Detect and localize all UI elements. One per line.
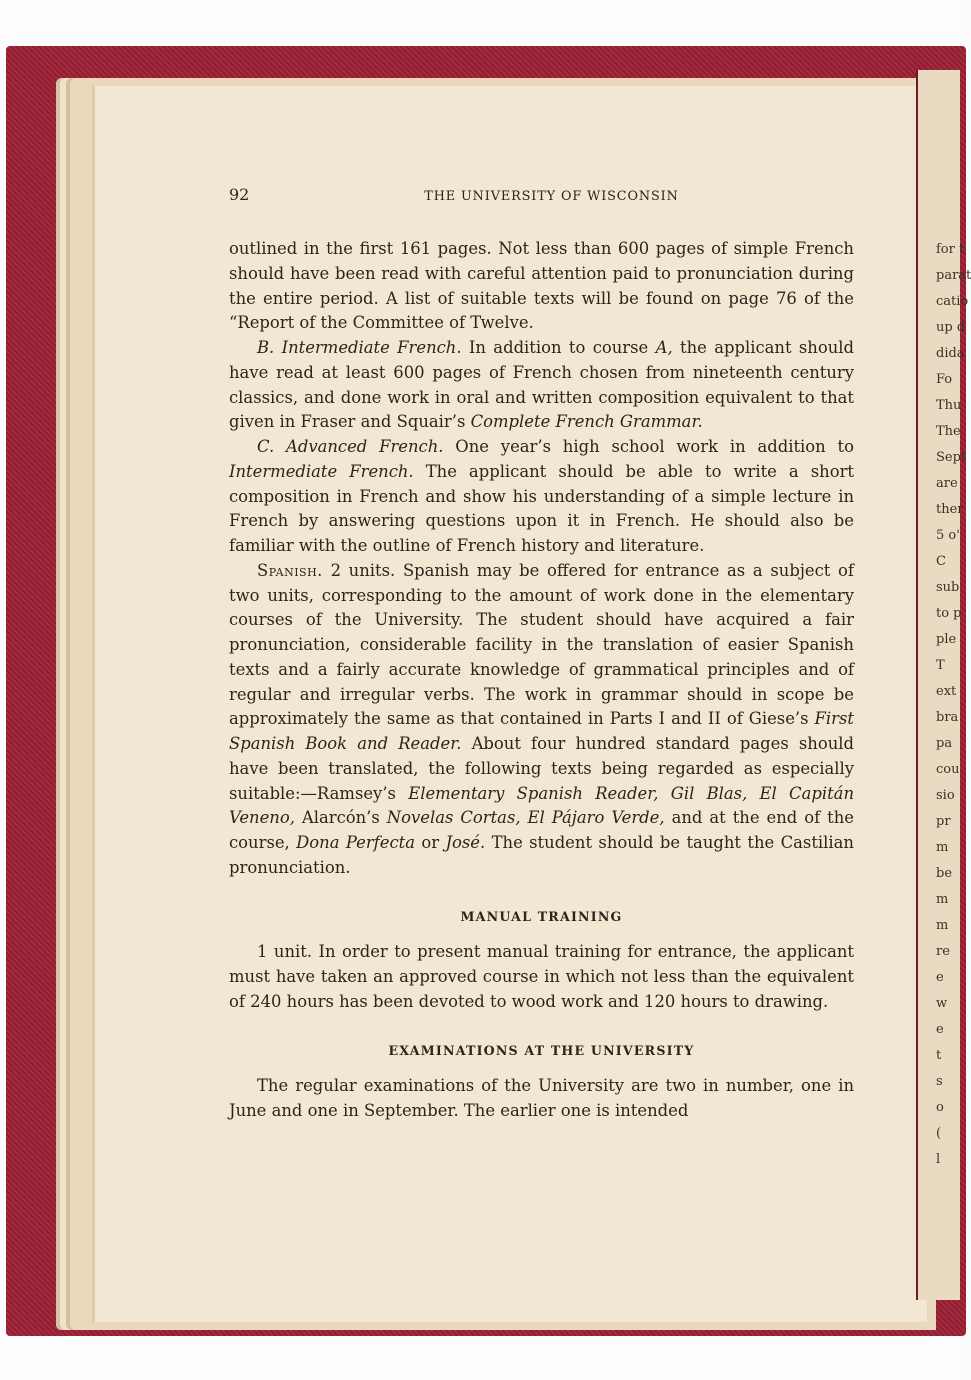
facing-page-fragment: up d [936,320,966,335]
facing-page-fragment: s [936,1074,943,1089]
facing-page-fragment: m [936,918,949,933]
book-title: Complete French Grammar. [470,412,703,432]
facing-page-fragment: cou [936,762,960,777]
facing-page-fragment: sub [936,580,960,595]
facing-page-fragment: ( [936,1126,942,1141]
book-title: José. [445,833,486,852]
page-header [229,180,854,204]
facing-page-fragment: e [936,970,944,985]
text-run: and at the end of the course, [229,808,854,852]
facing-page-fragment: m [936,892,949,907]
facing-page-fragment: o [936,1100,944,1115]
text-run: 2 units. Spanish may be offered for entrance as a subject of two units, corresponding to the amount of work done in the elementary courses of the University. The student should have acquired a fair pronunciation, considerable facility in the translation of easier Spanish texts and a fairly accurate knowledge of grammatical principles and of regular and irregular verbs. The work in grammar should in scope be approximately the same as that contained in Parts I and II of Giese’s [229,560,854,729]
text-run: One year’s high school work in addition to [443,437,854,456]
paragraph-advanced-french [229,435,854,559]
facing-page-fragment: are [936,476,958,491]
facing-page-fragment: sio [936,788,955,803]
facing-page-fragment: ther [936,502,964,517]
text-run: Alarcón’s [294,808,387,828]
running-title: THE UNIVERSITY OF WISCONSIN [424,189,679,204]
book-title: Elementary Spanish Reader, Gil Blas, El Capitán Veneno, [229,783,855,828]
text-run: The applicant should be able to write a short composition in French and show his understanding of a simple lecture in French by answering questions upon it in French. He should also be familiar with the outline of French history and literature. [229,461,854,555]
facing-page-fragment: bra [936,710,959,725]
heading-manual-training: MANUAL TRAINING [460,908,623,924]
facing-page-fragment: The [936,424,961,439]
facing-page-fragment: T [936,658,945,673]
section-title: Intermediate French. [281,338,462,357]
facing-page-fragment: for t [936,242,965,257]
paragraph-intermediate-french [229,336,854,435]
book-title: Dona Perfecta [296,833,415,852]
facing-page-fragment: pa [936,736,953,751]
text-run: or [414,833,446,852]
course-ref: A, [655,338,673,357]
facing-page-fragment: Sept [936,450,967,465]
facing-page-fragment: ext [936,684,957,699]
facing-page-fragment: pr [936,814,951,829]
paragraph-manual-training: 1 unit. In order to present manual training for entrance, the applicant must have taken an approved course in which not less than the equivalent of 240 hours has been devoted to wood work and 120 hours to drawing. [229,942,854,1011]
facing-page-fragment: l [936,1152,941,1167]
paragraph-spanish [229,559,854,881]
facing-page-fragment: w [936,996,948,1011]
facing-page-fragment: to p [936,606,962,621]
facing-page-fragment: catio [936,294,969,309]
facing-page-fragment: C [936,554,946,569]
facing-page-fragment: parat [936,268,971,283]
section-label: Spanish. [257,560,323,580]
facing-page-fragment: ple [936,632,957,647]
section-label: C. [257,437,275,456]
facing-page-fragment: t [936,1048,942,1063]
facing-page-fragment: re [936,944,950,959]
course-ref: Intermediate French. [229,461,414,481]
facing-page-fragment: e [936,1022,944,1037]
facing-page-fragment: Fo [936,372,953,387]
text-run: About four hundred standard pages should have been translated, the following texts being regarded as especially suitable:—Ramsey’s [229,734,854,803]
facing-page-strip [916,70,971,1300]
book-title: Novelas Cortas, El Pájaro Verde, [386,808,665,828]
section-title: Advanced French. [285,437,444,456]
paragraph-examinations: The regular examinations of the University are two in number, one in June and one in September. The earlier one is intended [229,1076,854,1120]
text-run: the applicant should have read at least 600 pages of French chosen from nineteenth century classics, and done work in oral and written composition equivalent to that given in Fraser and Squair’s [229,338,855,432]
facing-page-fragment: 5 o' [936,528,960,543]
text-run: The student should be taught the Castilian pronunciation. [229,833,854,877]
facing-page-fragment: be [936,866,953,881]
page-text [229,180,854,1124]
page-number: 92 [229,185,250,204]
text-run: In addition to course [461,338,656,357]
section-label: B. [257,338,275,357]
paragraph-french-elementary: outlined in the first 161 pages. Not less than 600 pages of simple French should have been read with careful attention paid to pronunciation during the entire period. A list of suitable texts will be found on page 76 of the “Report of the Committee of Twelve. [229,239,854,333]
facing-page-fragment: dida [936,346,965,361]
facing-page-fragment: Thu [936,398,962,413]
facing-page-fragment: m [936,840,949,855]
book-title: First Spanish Book and Reader. [229,709,854,753]
heading-examinations: EXAMINATIONS AT THE UNIVERSITY [388,1042,695,1058]
